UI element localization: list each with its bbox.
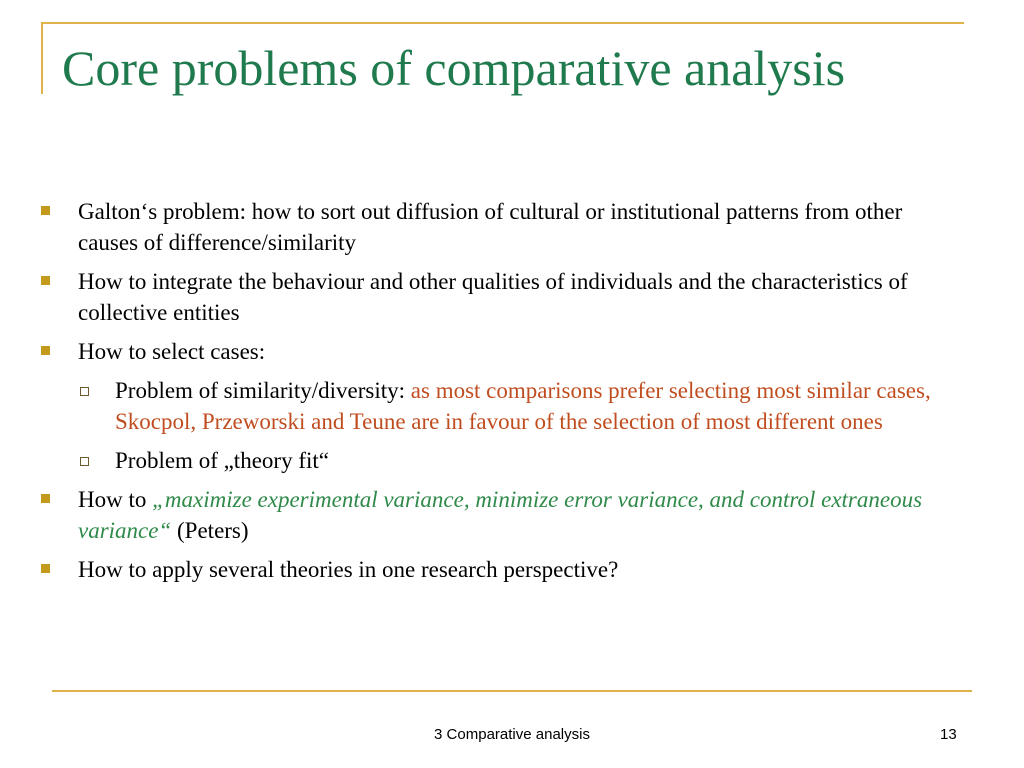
- square-bullet-icon: [41, 276, 50, 285]
- bullet-text: How to integrate the behaviour and other qualities of individuals and the characteristics of collective entities: [78, 269, 908, 325]
- bullet-suffix: (Peters): [171, 518, 249, 543]
- footer-label: 3 Comparative analysis: [434, 726, 590, 743]
- subbullet-similarity: [40, 375, 960, 437]
- subbullet-highlight: as most comparisons prefer selecting most similar cases, Skocpol, Przeworski and Teune are in favour of the selection of most different ones: [115, 378, 931, 434]
- bullet-prefix: How to: [78, 487, 153, 512]
- bullet-galton: [40, 196, 960, 258]
- bullet-text: How to select cases:: [78, 339, 266, 364]
- square-bullet-icon: [41, 346, 50, 355]
- bullet-text: How to apply several theories in one research perspective?: [78, 557, 619, 582]
- square-bullet-icon: [41, 564, 50, 573]
- page-number: 13: [940, 726, 957, 743]
- square-bullet-icon: [41, 206, 50, 215]
- frame-left-rule: [41, 22, 43, 94]
- frame-top-rule: [41, 22, 964, 24]
- box-bullet-icon: [80, 457, 89, 466]
- subbullet-text: Problem of „theory fit“: [115, 448, 329, 473]
- subbullet-theory-fit: [40, 445, 960, 476]
- bullet-quote: „maximize experimental variance, minimize error variance, and control extraneous variance“: [78, 487, 923, 543]
- bullet-text: Galton‘s problem: how to sort out diffusion of cultural or institutional patterns from other causes of difference/similarity: [78, 199, 903, 255]
- square-bullet-icon: [41, 494, 50, 503]
- slide-body: [40, 196, 960, 593]
- bullet-theories: [40, 554, 960, 585]
- subbullet-prefix: Problem of similarity/diversity:: [115, 378, 411, 403]
- bullet-select-cases: [40, 336, 960, 367]
- bullet-integrate: [40, 266, 960, 328]
- footer-rule: [52, 690, 972, 692]
- slide-title: Core problems of comparative analysis: [62, 40, 846, 96]
- bullet-variance: [40, 484, 960, 546]
- box-bullet-icon: [80, 387, 89, 396]
